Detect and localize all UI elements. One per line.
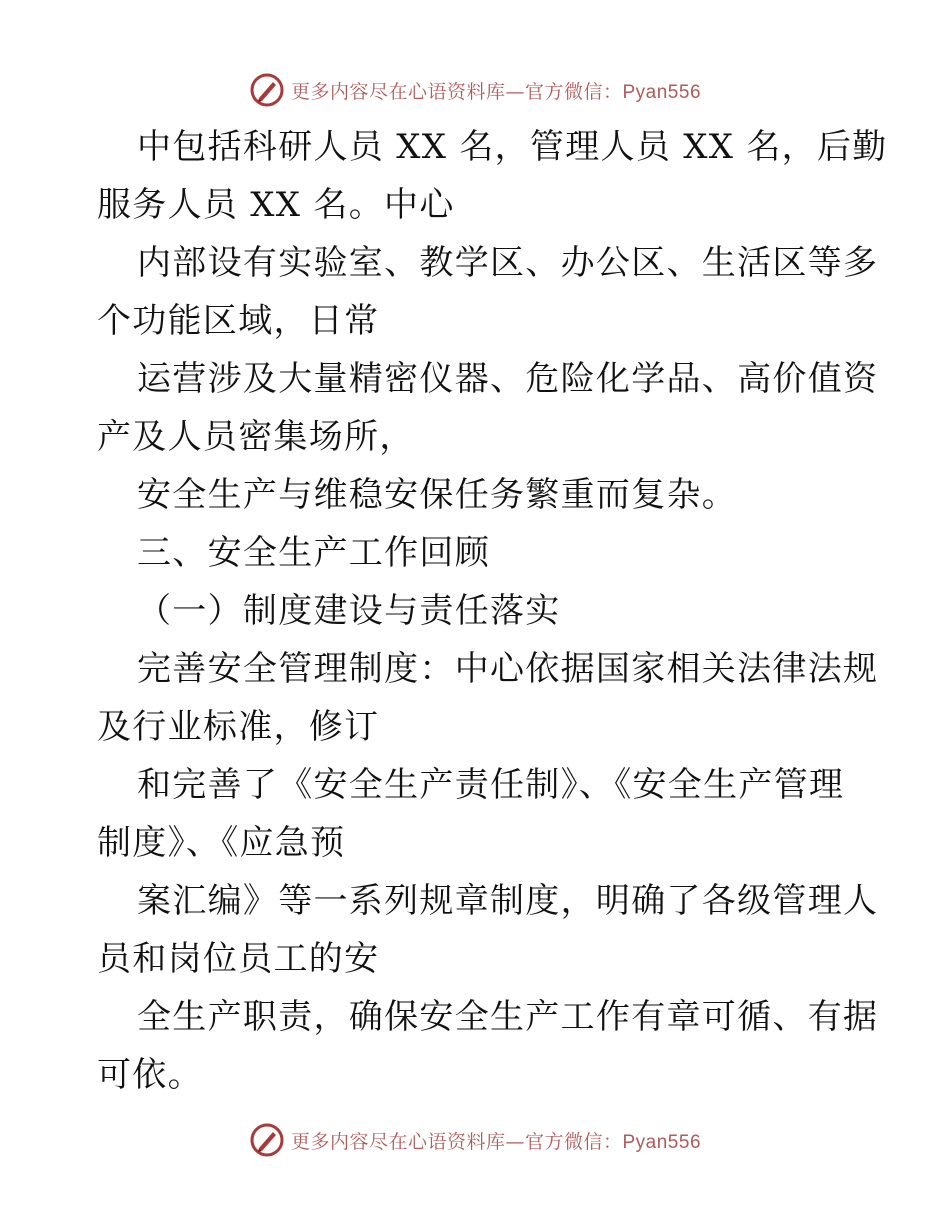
pen-circle-logo-icon xyxy=(249,72,285,108)
body-line: 运营涉及大量精密仪器、危险化学品、高价值资 xyxy=(137,359,879,399)
footer-site-text: 更多内容尽在心语资料库 xyxy=(290,1130,506,1153)
body-line: 个功能区域，日常 xyxy=(97,301,380,341)
footer-banner-text xyxy=(291,1127,701,1154)
body-line: 安全生产与维稳安保任务繁重而复杂。 xyxy=(137,475,738,515)
body-line: 服务人员 XX 名。中心 xyxy=(97,185,455,225)
body-line: 内部设有实验室、教学区、办公区、生活区等多 xyxy=(137,243,879,283)
header-banner-text xyxy=(291,77,701,104)
body-line: 案汇编》等一系列规章制度，明确了各级管理人 xyxy=(137,881,879,921)
header-dash: — xyxy=(505,80,525,103)
body-line: 和完善了《安全生产责任制》、《安全生产管理 xyxy=(137,765,845,805)
footer-banner xyxy=(0,1120,950,1160)
body-line: 制度》、《应急预 xyxy=(97,823,346,863)
body-line: 全生产职责，确保安全生产工作有章可循、有据 xyxy=(137,997,879,1037)
footer-wechat-label: 官方微信： xyxy=(524,1130,623,1153)
body-line: 员和岗位员工的安 xyxy=(97,939,380,979)
body-line: 及行业标准，修订 xyxy=(97,707,380,747)
footer-wechat-id: Pyan556 xyxy=(622,1131,702,1153)
header-site-text: 更多内容尽在心语资料库 xyxy=(290,80,506,103)
footer-dash: — xyxy=(505,1130,525,1153)
header-banner xyxy=(0,70,950,110)
pen-circle-logo-icon xyxy=(249,1122,285,1158)
section-heading: 三、安全生产工作回顾 xyxy=(137,533,490,573)
body-line: 产及人员密集场所， xyxy=(97,417,415,457)
header-wechat-label: 官方微信： xyxy=(524,80,623,103)
header-wechat-id: Pyan556 xyxy=(622,81,702,103)
body-line: 可依。 xyxy=(97,1055,203,1095)
body-line: 中包括科研人员 XX 名，管理人员 XX 名，后勤 xyxy=(137,127,888,167)
body-line: 完善安全管理制度：中心依据国家相关法律法规 xyxy=(137,649,879,689)
document-body xyxy=(97,118,888,1104)
subsection-heading: （一）制度建设与责任落实 xyxy=(137,591,561,631)
